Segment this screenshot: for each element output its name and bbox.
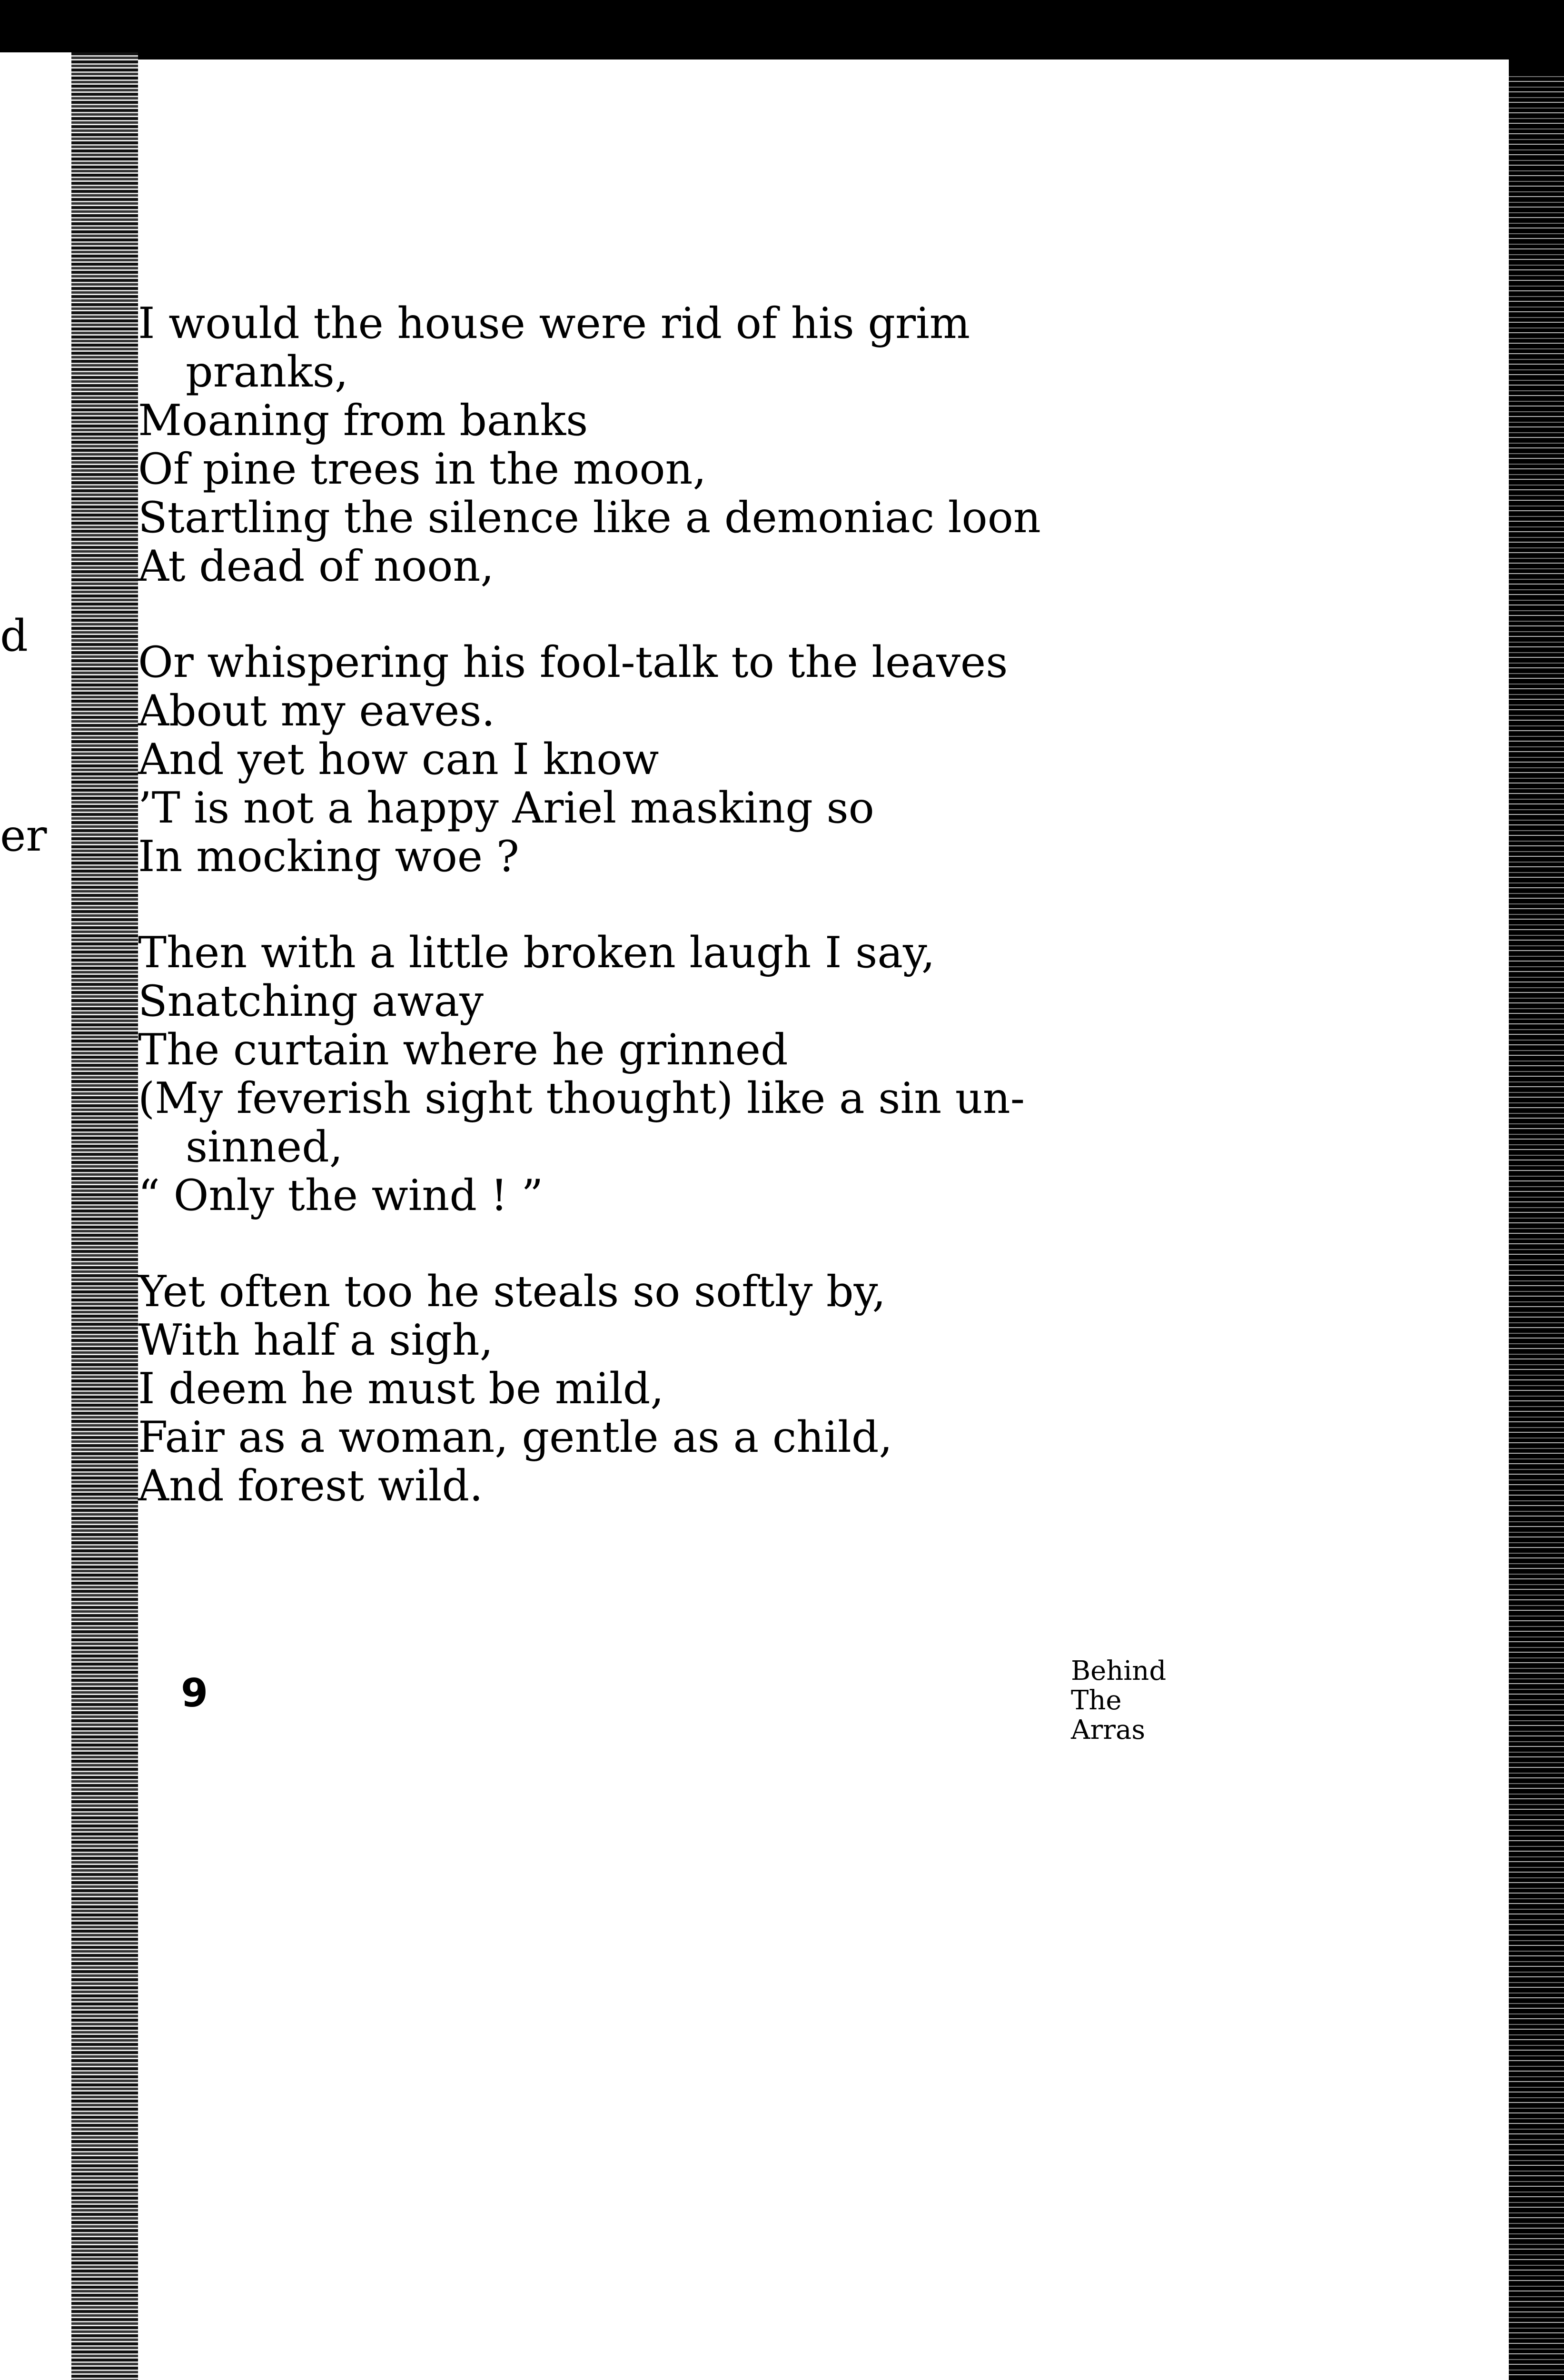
poem-line: Startling the silence like a demoniac loon [138,493,1041,543]
left-page-fragment: d [0,610,28,661]
poem-line: I deem he must be mild, [138,1364,664,1414]
poem-line: And forest wild. [138,1461,483,1511]
poem-line: Then with a little broken laugh I say, [138,928,935,978]
book-page [138,60,1509,2380]
poem-text [138,60,1509,2380]
poem-line: Snatching away [138,976,484,1026]
running-head-line: The [1071,1685,1122,1716]
running-head-line: Behind [1071,1656,1167,1686]
poem-line: Of pine trees in the moon, [138,444,707,494]
poem-line: Fair as a woman, gentle as a child, [138,1412,893,1462]
poem-line: sinned, [186,1122,343,1172]
poem-line: ’T is not a happy Ariel masking so [138,783,874,833]
book-gutter [71,52,138,2380]
poem-line: I would the house were rid of his grim [138,298,970,348]
poem-line: The curtain where he grinned [138,1025,788,1075]
poem-line: “ Only the wind ! ” [138,1170,544,1220]
poem-line: And yet how can I know [138,734,659,784]
running-head [1071,1656,1166,1745]
poem-line: At dead of noon, [138,541,494,591]
poem-line: Moaning from banks [138,396,588,446]
poem-line: In mocking woe ? [138,832,519,882]
poem-line: Yet often too he steals so softly by, [138,1267,886,1317]
left-page-fragment: er [0,810,47,861]
poem-line: pranks, [186,347,348,397]
poem-line: With half a sigh, [138,1315,494,1365]
page-number: 9 [181,1671,208,1716]
running-head-line: Arras [1071,1715,1146,1745]
poem-line: (My feverish sight thought) like a sin un- [138,1073,1025,1123]
previous-page-edge [0,52,71,2380]
poem-line: Or whispering his fool-talk to the leaves [138,637,1008,687]
poem-line: About my eaves. [138,686,495,736]
page-stack-edge [1509,71,1564,2380]
